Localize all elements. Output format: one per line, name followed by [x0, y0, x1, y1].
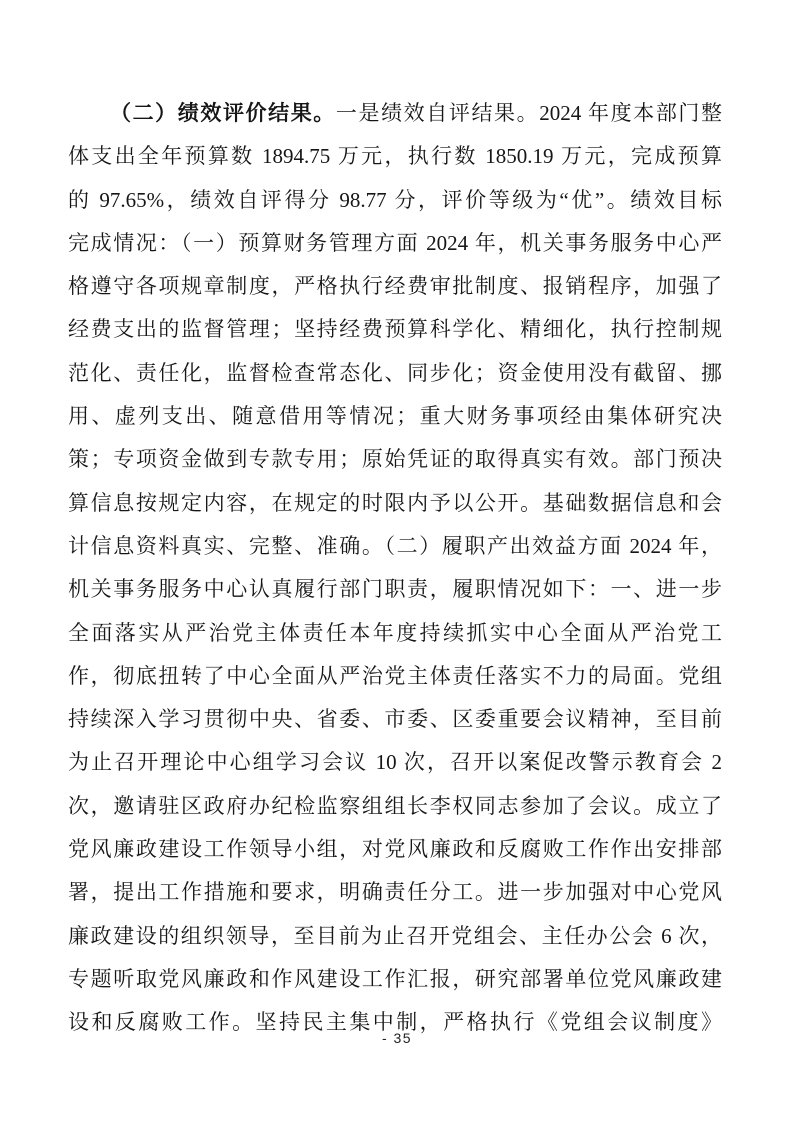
text-line: 专题听取党风廉政和作风建设工作汇报，研究部署单位党风廉政建 [68, 966, 722, 991]
text-line: 策；专项资金做到专款专用；原始凭证的取得真实有效。部门预决 [68, 447, 722, 472]
text-line: 党风廉政建设工作领导小组，对党风廉政和反腐败工作作出安排部 [68, 837, 722, 862]
text-line: 持续深入学习贯彻中央、省委、市委、区委重要会议精神，至目前 [68, 707, 722, 732]
text-line: 廉政建设的组织领导，至目前为止召开党组会、主任办公会 6 次， [68, 923, 722, 948]
text-line: 范化、责任化，监督检查常态化、同步化；资金使用没有截留、挪 [68, 360, 722, 385]
text-line [68, 92, 722, 135]
text-line: 设和反腐败工作。坚持民主集中制，严格执行《党组会议制度》 [68, 1010, 722, 1035]
text-run: 一是绩效自评结果。2024 年度本部门整 [335, 101, 723, 125]
text-line: 体支出全年预算数 1894.75 万元，执行数 1850.19 万元，完成预算 [68, 144, 722, 169]
text-line: 为止召开理论中心组学习会议 10 次，召开以案促改警示教育会 2 [68, 750, 722, 775]
section-heading: （二）绩效评价结果。 [110, 101, 336, 125]
page-number: - 35 [381, 1030, 413, 1046]
text-line: 机关事务服务中心认真履行部门职责，履职情况如下：一、进一步 [68, 577, 722, 602]
text-line: 计信息资料真实、完整、准确。（二）履职产出效益方面 2024 年， [68, 533, 722, 558]
text-line: 经费支出的监督管理；坚持经费预算科学化、精细化，执行控制规 [68, 317, 722, 342]
text-line: 算信息按规定内容，在规定的时限内予以公开。基础数据信息和会 [68, 490, 722, 515]
text-line: 署，提出工作措施和要求，明确责任分工。进一步加强对中心党风 [68, 880, 722, 905]
performance-evaluation-paragraph [68, 92, 722, 1045]
text-line: 格遵守各项规章制度，严格执行经费审批制度、报销程序，加强了 [68, 274, 722, 299]
text-line: 全面落实从严治党主体责任本年度持续抓实中心全面从严治党工 [68, 620, 722, 645]
text-line: 完成情况：（一）预算财务管理方面 2024 年，机关事务服务中心严 [68, 230, 722, 255]
text-line: 作，彻底扭转了中心全面从严治党主体责任落实不力的局面。党组 [68, 663, 722, 688]
text-line: 的 97.65%，绩效自评得分 98.77 分，评价等级为“优”。绩效目标 [68, 187, 722, 212]
text-line: 次，邀请驻区政府办纪检监察组组长李权同志参加了会议。成立了 [68, 793, 722, 818]
text-line: 用、虚列支出、随意借用等情况；重大财务事项经由集体研究决 [68, 404, 722, 429]
